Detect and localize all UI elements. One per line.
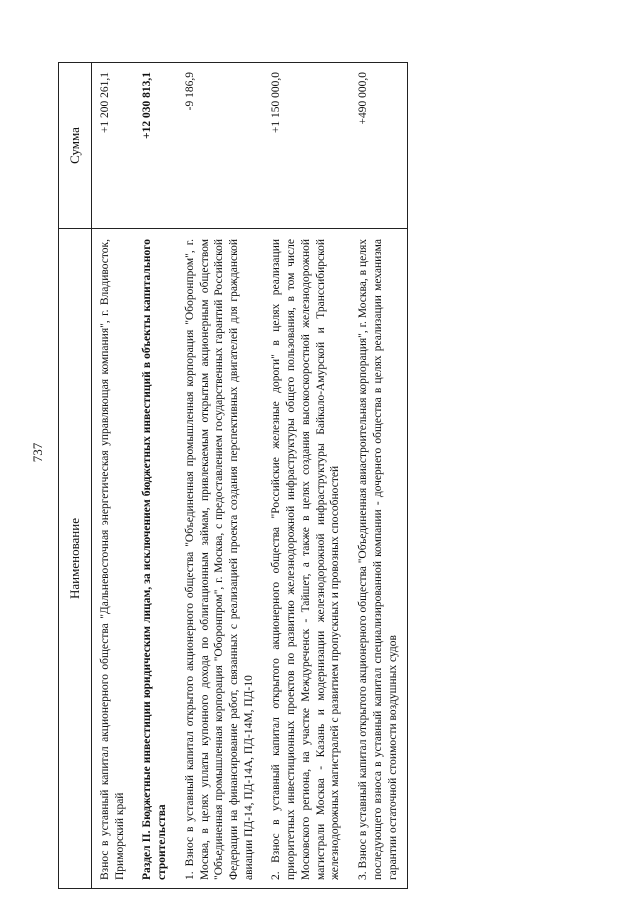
row-sum: -9 186,9 <box>177 63 264 229</box>
row-name: Взнос в уставный капитал акционерного общества "Дальневосточная энергетическая управляющая компания", г. Владивосток, Приморский край <box>92 229 135 889</box>
table-header-row <box>59 63 92 889</box>
row-name: 2. Взнос в уставный капитал открытого акционерного общества "Российские железные дороги" в целях реализации приоритетных инвестиционных проектов по развитию железнодорожной инфраструктуры общего пользования, в том числе Московского региона, на участке Междуреченск - Тайшет, а также в целях создания высокоскоростной железнодорожной магистрали Москва - Казань и модернизации железнодорожной инфраструктуры Байкало-Амурской и Транссибирской железнодорожных магистралей с развитием пропускных и провозных способностей <box>263 229 350 889</box>
column-header-sum: Сумма <box>59 63 92 229</box>
row-sum: +1 200 261,1 <box>92 63 135 229</box>
section-heading-row <box>134 63 176 889</box>
row-sum: +490 000,0 <box>350 63 408 229</box>
section-total: +12 030 813,1 <box>134 63 176 229</box>
row-sum: +1 150 000,0 <box>263 63 350 229</box>
column-header-name: Наименование <box>59 229 92 889</box>
row-name: 3. Взнос в уставный капитал открытого акционерного общества "Объединенная авиастроительная корпорация", г. Москва, в целях последующего взноса в уставный капитал специализированной компании - дочернего общества в целях реализации механизма гарантии остаточной стоимости воздушных судов <box>350 229 408 889</box>
table-row <box>92 63 135 889</box>
page-number: 737 <box>30 442 45 463</box>
table-row <box>350 63 408 889</box>
table-row <box>263 63 350 889</box>
row-name: 1. Взнос в уставный капитал открытого акционерного общества "Объединенная промышленная корпорация "Оборонпром", г. Москва, в целях уплаты купонного дохода по облигационным займам, привлекаемым открытым акционерным обществом "Объединенная промышленная корпорация "Оборонпром", г. Москва, с предоставлением государственных гарантий Российской Федерации на финансирование работ, связанных с реализацией проекта создания перспективных двигателей для гражданской авиации ПД-14, ПД-14А, ПД-14М, ПД-10 <box>177 229 264 889</box>
section-title: Раздел II. Бюджетные инвестиции юридическим лицам, за исключением бюджетных инвестиций в объекты капитального строительства <box>134 229 176 889</box>
budget-table <box>58 62 408 889</box>
table-row <box>177 63 264 889</box>
